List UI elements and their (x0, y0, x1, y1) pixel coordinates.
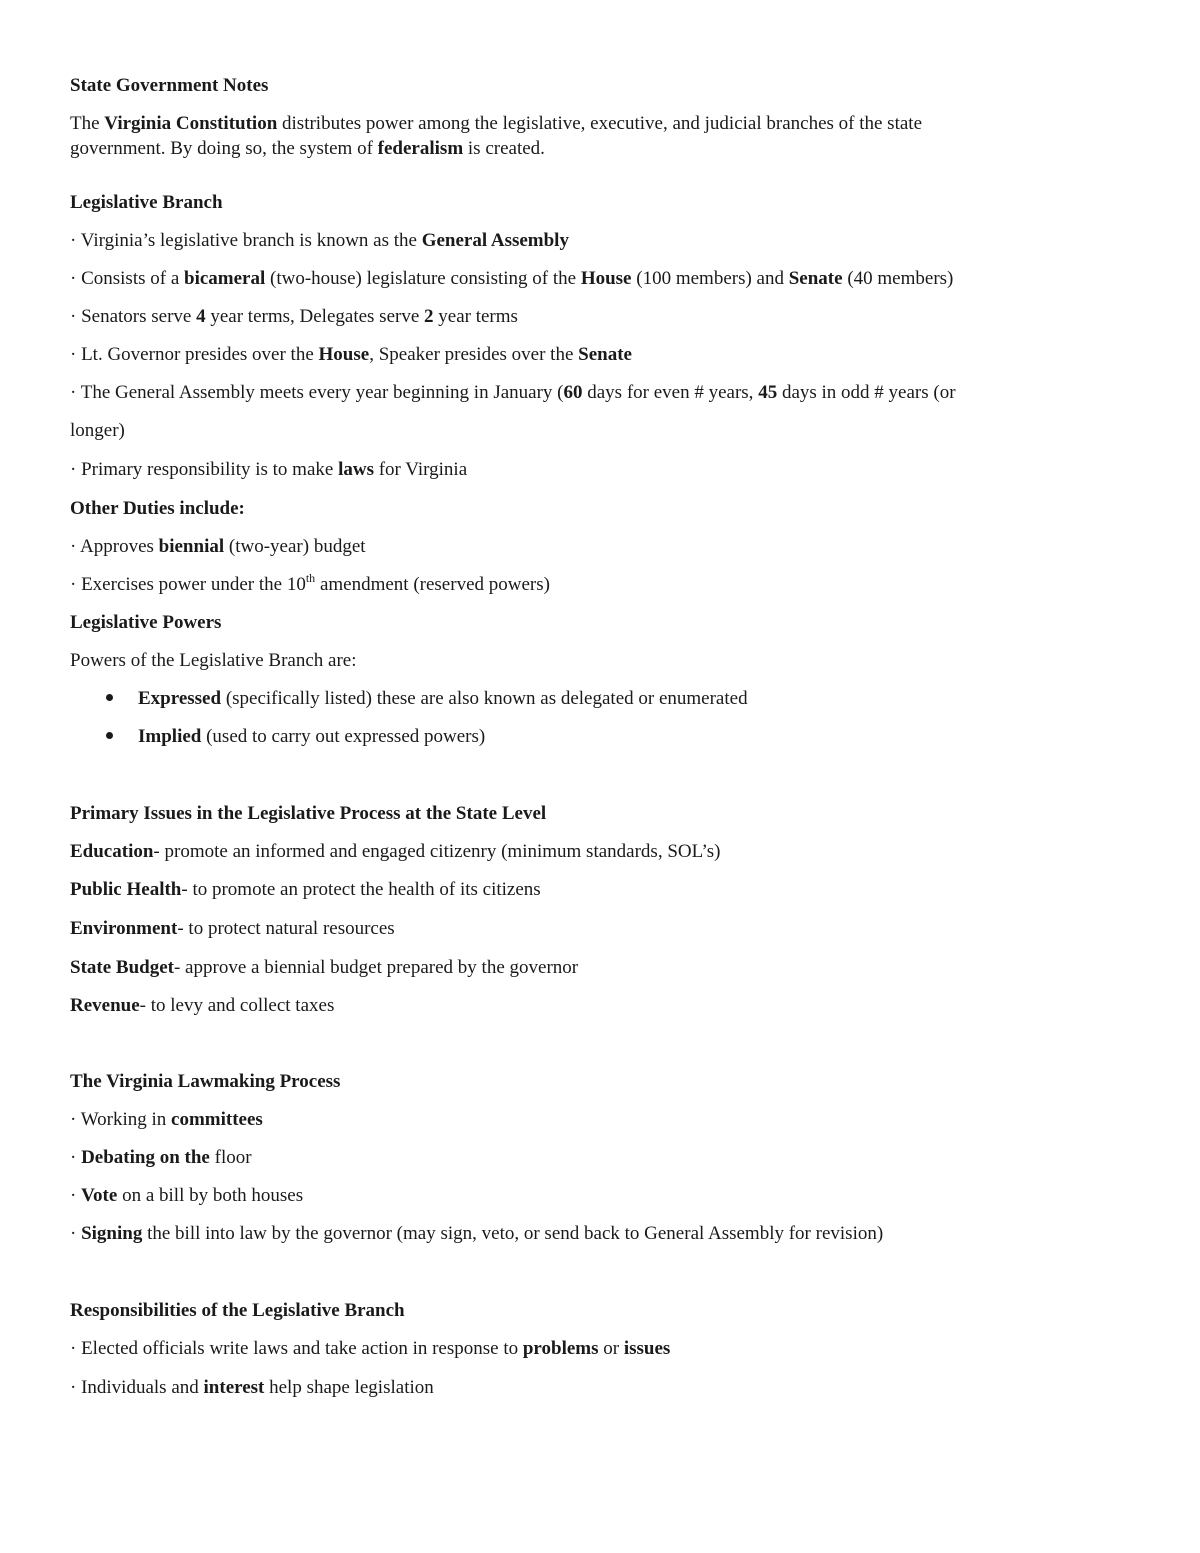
text-run: th (305, 570, 316, 585)
bold-text: Senate (788, 268, 843, 289)
bold-text: 45 (758, 382, 778, 403)
powers-bullet-2 (106, 724, 485, 749)
powers-intro: Powers of the Legislative Branch are: (70, 650, 357, 671)
text-run: distributes power among the legislative, executive, and judicial branches of the state (277, 113, 923, 134)
text-run: · Working in (70, 1109, 172, 1130)
text-run: · The General Assembly meets every year beginning in January ( (70, 382, 564, 403)
text-run: , Speaker presides over the (369, 344, 579, 365)
bold-text: 2 (424, 306, 434, 327)
lawmaking-1 (70, 1107, 263, 1132)
text-run: days for even # years, (582, 382, 759, 403)
bold-text: Environment (70, 918, 178, 939)
bold-text: problems (522, 1338, 599, 1359)
bold-text: Senate (578, 344, 632, 365)
leg-item-5 (70, 380, 956, 405)
bold-text: Virginia Constitution (104, 113, 278, 134)
text-run: amendment (reserved powers) (315, 574, 550, 595)
text-run: - to promote an protect the health of its citizens (181, 879, 541, 900)
bold-text: interest (203, 1377, 265, 1398)
bold-text: committees (171, 1109, 263, 1130)
leg-item-2 (70, 266, 953, 291)
text-run: or (598, 1338, 624, 1359)
text-run: (40 members) (842, 268, 954, 289)
text-run: · Virginia’s legislative branch is known as the (70, 230, 422, 251)
powers-bullet-1 (106, 686, 748, 711)
text-run: help shape legislation (264, 1377, 434, 1398)
text-run: · Approves (70, 536, 159, 557)
text-run: days in odd # years (or (777, 382, 956, 403)
bold-text: laws (338, 459, 374, 480)
lawmaking-4 (70, 1221, 883, 1246)
bold-text: 60 (563, 382, 583, 403)
other-item-1 (70, 534, 366, 559)
text-run: (specifically listed) these are also known as delegated or enumerated (221, 688, 748, 709)
bold-text: State Budget (70, 957, 174, 978)
text-run: · Individuals and (70, 1377, 204, 1398)
issue-4 (70, 955, 578, 980)
bold-text: Debating on the (81, 1147, 210, 1168)
lawmaking-2 (70, 1145, 252, 1170)
bold-text: Revenue (70, 995, 140, 1016)
bold-text: 4 (196, 306, 206, 327)
text-run: on a bill by both houses (117, 1185, 304, 1206)
text-run: - to levy and collect taxes (139, 995, 335, 1016)
leg-item-4 (70, 342, 632, 367)
text-run: (two-house) legislature consisting of the (265, 268, 581, 289)
bold-text: bicameral (184, 268, 266, 289)
bold-text: Expressed (138, 688, 222, 709)
text-run: for Virginia (373, 459, 468, 480)
bold-text: House (318, 344, 370, 365)
text-run: · Consists of a (70, 268, 184, 289)
text-run: (100 members) and (631, 268, 789, 289)
text-run: floor (209, 1147, 252, 1168)
text-run: · Exercises power under the 10 (70, 574, 306, 595)
text-run: year terms (433, 306, 518, 327)
issue-1 (70, 839, 720, 864)
leg-item-5-cont (70, 418, 125, 443)
legislative-heading: Legislative Branch (70, 192, 223, 213)
intro-line-1 (70, 111, 922, 136)
responsibility-1 (70, 1336, 670, 1361)
powers-heading: Legislative Powers (70, 612, 222, 633)
text-run: year terms, Delegates serve (205, 306, 425, 327)
issue-5 (70, 993, 334, 1018)
text-run: · Senators serve (70, 306, 197, 327)
responsibilities-heading: Responsibilities of the Legislative Branch (70, 1300, 405, 1321)
text-run: (used to carry out expressed powers) (201, 726, 486, 747)
text-run: - to protect natural resources (177, 918, 395, 939)
text-run: - approve a biennial budget prepared by the governor (173, 957, 579, 978)
lawmaking-heading: The Virginia Lawmaking Process (70, 1071, 341, 1092)
lawmaking-3 (70, 1183, 303, 1208)
bold-text: Vote (81, 1185, 118, 1206)
bold-text: issues (623, 1338, 671, 1359)
bold-text: Signing (81, 1223, 143, 1244)
bold-text: House (580, 268, 632, 289)
doc-title: State Government Notes (70, 75, 269, 96)
intro-line-2 (70, 136, 545, 161)
text-run: · (70, 1185, 82, 1206)
bold-text: Implied (138, 726, 202, 747)
text-run: · Primary responsibility is to make (70, 459, 339, 480)
text-run: · (70, 1223, 82, 1244)
bold-text: Public Health (70, 879, 182, 900)
leg-item-6 (70, 457, 467, 482)
issues-heading: Primary Issues in the Legislative Process at the State Level (70, 803, 547, 824)
text-run: (two-year) budget (224, 536, 366, 557)
issue-3 (70, 916, 395, 941)
leg-item-1 (70, 228, 569, 253)
other-duties-heading: Other Duties include: (70, 498, 245, 519)
text-run: government. By doing so, the system of (70, 138, 378, 159)
text-run: · Elected officials write laws and take action in response to (70, 1338, 523, 1359)
text-run: · Lt. Governor presides over the (70, 344, 319, 365)
text-run: longer) (70, 420, 125, 441)
text-run: is created. (463, 138, 545, 159)
bullet-icon (106, 732, 113, 739)
issue-2 (70, 877, 541, 902)
responsibility-2 (70, 1375, 434, 1400)
bold-text: General Assembly (421, 230, 569, 251)
bullet-icon (106, 694, 113, 701)
text-run: · (70, 1147, 82, 1168)
bold-text: federalism (377, 138, 464, 159)
other-item-2 (70, 572, 550, 597)
leg-item-3 (70, 304, 518, 329)
text-run: - promote an informed and engaged citizenry (minimum standards, SOL’s) (153, 841, 721, 862)
text-run: The (70, 113, 105, 134)
bold-text: biennial (158, 536, 225, 557)
text-run: the bill into law by the governor (may sign, veto, or send back to General Assembly for revision) (142, 1223, 884, 1244)
bold-text: Education (70, 841, 154, 862)
